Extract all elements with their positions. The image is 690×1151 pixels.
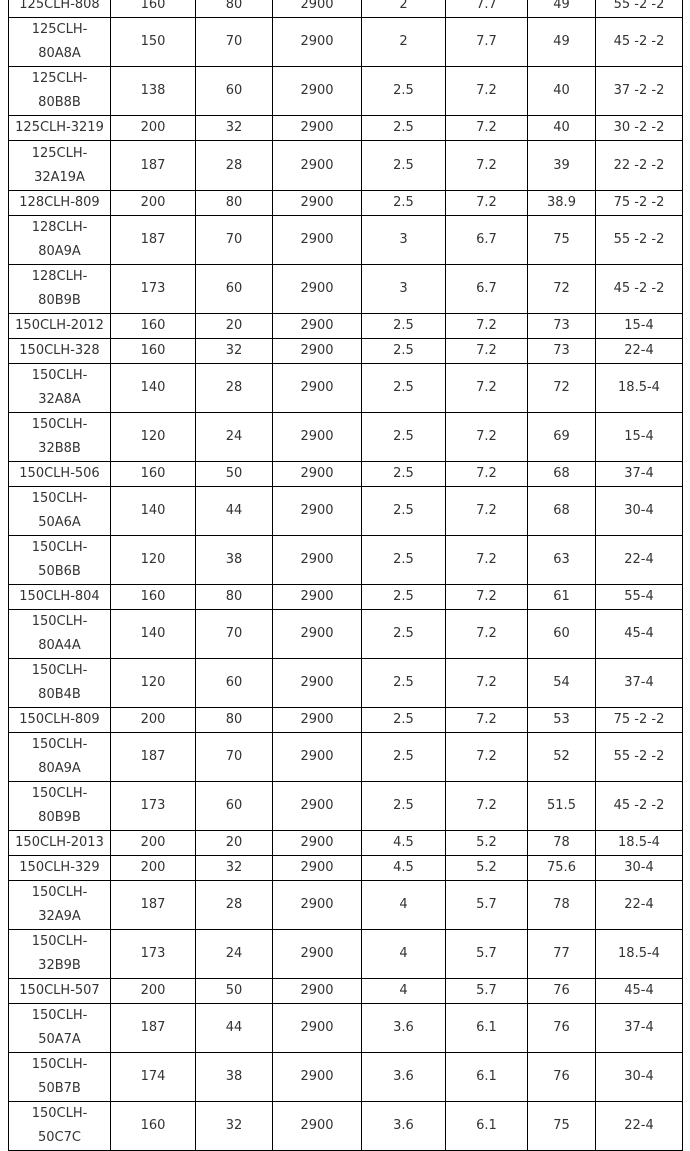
- cell-efficiency: 72: [528, 364, 596, 413]
- cell-power: 30-4: [596, 1053, 683, 1102]
- cell-head: 60: [196, 659, 273, 708]
- cell-head: 38: [196, 1053, 273, 1102]
- cell-head: 32: [196, 339, 273, 364]
- cell-power: 75 -2 -2: [596, 708, 683, 733]
- cell-power: 22-4: [596, 536, 683, 585]
- table-row: [9, 536, 683, 585]
- cell-model: 150CLH-809: [9, 708, 111, 733]
- table-row: [9, 1004, 683, 1053]
- cell-power: 45-4: [596, 610, 683, 659]
- cell-npsh: 3.6: [362, 1004, 446, 1053]
- cell-power: 37 -2 -2: [596, 67, 683, 116]
- cell-flow: 138: [111, 67, 196, 116]
- cell-model: 150CLH-50C7C: [9, 1102, 111, 1151]
- table-row: [9, 487, 683, 536]
- cell-npsh: 2.5: [362, 67, 446, 116]
- cell-model: 150CLH-804: [9, 585, 111, 610]
- cell-speed: 2900: [273, 265, 362, 314]
- cell-col6: 7.2: [446, 487, 528, 536]
- cell-efficiency: 69: [528, 413, 596, 462]
- cell-efficiency: 51.5: [528, 782, 596, 831]
- cell-efficiency: 49: [528, 0, 596, 18]
- cell-col6: 7.2: [446, 339, 528, 364]
- cell-flow: 120: [111, 413, 196, 462]
- cell-head: 44: [196, 487, 273, 536]
- cell-power: 55-4: [596, 585, 683, 610]
- cell-model: 150CLH-328: [9, 339, 111, 364]
- cell-col6: 7.2: [446, 462, 528, 487]
- cell-flow: 200: [111, 856, 196, 881]
- cell-head: 20: [196, 831, 273, 856]
- table-row: [9, 67, 683, 116]
- cell-flow: 187: [111, 1004, 196, 1053]
- cell-power: 15-4: [596, 413, 683, 462]
- cell-col6: 5.7: [446, 881, 528, 930]
- cell-power: 30-4: [596, 856, 683, 881]
- cell-npsh: 2.5: [362, 191, 446, 216]
- cell-head: 28: [196, 881, 273, 930]
- cell-flow: 187: [111, 881, 196, 930]
- cell-head: 80: [196, 191, 273, 216]
- cell-speed: 2900: [273, 339, 362, 364]
- cell-head: 50: [196, 462, 273, 487]
- cell-head: 50: [196, 979, 273, 1004]
- cell-flow: 174: [111, 1053, 196, 1102]
- cell-col6: 7.2: [446, 782, 528, 831]
- cell-flow: 160: [111, 339, 196, 364]
- cell-col6: 7.2: [446, 116, 528, 141]
- cell-power: 37-4: [596, 659, 683, 708]
- cell-efficiency: 73: [528, 339, 596, 364]
- cell-head: 32: [196, 1102, 273, 1151]
- cell-efficiency: 60: [528, 610, 596, 659]
- table-row: [9, 782, 683, 831]
- cell-speed: 2900: [273, 856, 362, 881]
- cell-head: 20: [196, 314, 273, 339]
- table-row: [9, 979, 683, 1004]
- cell-head: 28: [196, 364, 273, 413]
- table-row: [9, 18, 683, 67]
- table-row: [9, 1053, 683, 1102]
- cell-col6: 5.7: [446, 979, 528, 1004]
- cell-efficiency: 53: [528, 708, 596, 733]
- cell-power: 18.5-4: [596, 930, 683, 979]
- cell-efficiency: 63: [528, 536, 596, 585]
- cell-efficiency: 52: [528, 733, 596, 782]
- cell-model: 150CLH-329: [9, 856, 111, 881]
- table-row: [9, 364, 683, 413]
- cell-model: 128CLH-809: [9, 191, 111, 216]
- cell-model: 150CLH-2012: [9, 314, 111, 339]
- cell-flow: 160: [111, 0, 196, 18]
- cell-model: 125CLH- 32A19A: [9, 141, 111, 191]
- cell-model: 150CLH-50B6B: [9, 536, 111, 585]
- cell-model: 128CLH-80A9A: [9, 216, 111, 265]
- cell-col6: 7.2: [446, 536, 528, 585]
- cell-npsh: 2.5: [362, 659, 446, 708]
- cell-speed: 2900: [273, 536, 362, 585]
- cell-npsh: 3: [362, 265, 446, 314]
- cell-model: 150CLH-80B9B: [9, 782, 111, 831]
- cell-efficiency: 68: [528, 462, 596, 487]
- cell-model: 150CLH-507: [9, 979, 111, 1004]
- cell-model: 150CLH-506: [9, 462, 111, 487]
- cell-flow: 173: [111, 265, 196, 314]
- cell-model: 150CLH-32A8A: [9, 364, 111, 413]
- cell-npsh: 2.5: [362, 462, 446, 487]
- table-row: [9, 881, 683, 930]
- cell-flow: 200: [111, 708, 196, 733]
- cell-flow: 160: [111, 314, 196, 339]
- cell-power: 45 -2 -2: [596, 782, 683, 831]
- cell-col6: 7.2: [446, 708, 528, 733]
- cell-flow: 120: [111, 536, 196, 585]
- cell-efficiency: 61: [528, 585, 596, 610]
- cell-col6: 7.2: [446, 413, 528, 462]
- cell-head: 80: [196, 708, 273, 733]
- cell-power: 18.5-4: [596, 364, 683, 413]
- cell-npsh: 2.5: [362, 116, 446, 141]
- cell-npsh: 2.5: [362, 141, 446, 191]
- cell-flow: 140: [111, 364, 196, 413]
- cell-col6: 6.7: [446, 216, 528, 265]
- pump-spec-table: [8, 0, 683, 1151]
- cell-npsh: 2.5: [362, 314, 446, 339]
- table-row: [9, 831, 683, 856]
- cell-speed: 2900: [273, 216, 362, 265]
- cell-speed: 2900: [273, 67, 362, 116]
- cell-speed: 2900: [273, 314, 362, 339]
- cell-efficiency: 76: [528, 1004, 596, 1053]
- cell-col6: 5.7: [446, 930, 528, 979]
- cell-speed: 2900: [273, 364, 362, 413]
- cell-power: 22-4: [596, 881, 683, 930]
- cell-head: 24: [196, 413, 273, 462]
- cell-power: 45 -2 -2: [596, 265, 683, 314]
- cell-speed: 2900: [273, 930, 362, 979]
- cell-efficiency: 73: [528, 314, 596, 339]
- table-row: [9, 413, 683, 462]
- cell-model: 150CLH-80B4B: [9, 659, 111, 708]
- cell-flow: 200: [111, 116, 196, 141]
- cell-efficiency: 75: [528, 1102, 596, 1151]
- table-row: [9, 314, 683, 339]
- cell-efficiency: 75: [528, 216, 596, 265]
- cell-flow: 160: [111, 462, 196, 487]
- cell-model: 125CLH-80A8A: [9, 18, 111, 67]
- cell-speed: 2900: [273, 831, 362, 856]
- cell-speed: 2900: [273, 733, 362, 782]
- cell-efficiency: 54: [528, 659, 596, 708]
- cell-power: 22 -2 -2: [596, 141, 683, 191]
- cell-speed: 2900: [273, 413, 362, 462]
- table-row: [9, 930, 683, 979]
- cell-head: 70: [196, 18, 273, 67]
- cell-npsh: 2.5: [362, 733, 446, 782]
- cell-head: 60: [196, 265, 273, 314]
- cell-model: 125CLH-808: [9, 0, 111, 18]
- cell-npsh: 2.5: [362, 610, 446, 659]
- cell-npsh: 2: [362, 0, 446, 18]
- cell-flow: 200: [111, 831, 196, 856]
- cell-power: 22-4: [596, 1102, 683, 1151]
- cell-speed: 2900: [273, 191, 362, 216]
- cell-head: 70: [196, 610, 273, 659]
- cell-flow: 187: [111, 733, 196, 782]
- cell-col6: 7.2: [446, 610, 528, 659]
- cell-flow: 173: [111, 782, 196, 831]
- cell-head: 32: [196, 856, 273, 881]
- cell-head: 24: [196, 930, 273, 979]
- cell-power: 55 -2 -2: [596, 733, 683, 782]
- cell-efficiency: 40: [528, 116, 596, 141]
- cell-npsh: 4: [362, 881, 446, 930]
- cell-power: 75 -2 -2: [596, 191, 683, 216]
- cell-efficiency: 78: [528, 831, 596, 856]
- cell-model: 150CLH-50A7A: [9, 1004, 111, 1053]
- cell-efficiency: 39: [528, 141, 596, 191]
- cell-speed: 2900: [273, 141, 362, 191]
- table-row: [9, 141, 683, 191]
- cell-model: 150CLH-80A4A: [9, 610, 111, 659]
- cell-efficiency: 76: [528, 1053, 596, 1102]
- cell-npsh: 2.5: [362, 413, 446, 462]
- cell-npsh: 4: [362, 930, 446, 979]
- table-row: [9, 733, 683, 782]
- cell-model: 150CLH-32B8B: [9, 413, 111, 462]
- cell-head: 38: [196, 536, 273, 585]
- cell-efficiency: 72: [528, 265, 596, 314]
- cell-flow: 187: [111, 141, 196, 191]
- cell-col6: 6.1: [446, 1053, 528, 1102]
- cell-power: 37-4: [596, 1004, 683, 1053]
- cell-power: 18.5-4: [596, 831, 683, 856]
- table-row: [9, 216, 683, 265]
- table-row: [9, 659, 683, 708]
- cell-speed: 2900: [273, 610, 362, 659]
- cell-speed: 2900: [273, 585, 362, 610]
- cell-col6: 7.2: [446, 191, 528, 216]
- cell-head: 70: [196, 733, 273, 782]
- cell-col6: 6.7: [446, 265, 528, 314]
- cell-efficiency: 75.6: [528, 856, 596, 881]
- table-row: [9, 265, 683, 314]
- cell-power: 30 -2 -2: [596, 116, 683, 141]
- cell-head: 80: [196, 0, 273, 18]
- cell-speed: 2900: [273, 1053, 362, 1102]
- cell-col6: 5.2: [446, 831, 528, 856]
- cell-speed: 2900: [273, 462, 362, 487]
- cell-npsh: 2.5: [362, 585, 446, 610]
- cell-speed: 2900: [273, 1004, 362, 1053]
- cell-flow: 187: [111, 216, 196, 265]
- cell-npsh: 2.5: [362, 782, 446, 831]
- cell-head: 32: [196, 116, 273, 141]
- cell-efficiency: 38.9: [528, 191, 596, 216]
- cell-flow: 160: [111, 585, 196, 610]
- cell-speed: 2900: [273, 487, 362, 536]
- cell-speed: 2900: [273, 659, 362, 708]
- cell-col6: 7.7: [446, 0, 528, 18]
- table-body: [9, 0, 683, 1151]
- cell-col6: 7.2: [446, 659, 528, 708]
- cell-power: 55 -2 -2: [596, 0, 683, 18]
- cell-npsh: 4.5: [362, 856, 446, 881]
- cell-flow: 120: [111, 659, 196, 708]
- cell-head: 28: [196, 141, 273, 191]
- cell-npsh: 2.5: [362, 364, 446, 413]
- cell-speed: 2900: [273, 116, 362, 141]
- cell-efficiency: 68: [528, 487, 596, 536]
- cell-col6: 7.2: [446, 67, 528, 116]
- cell-col6: 7.2: [446, 733, 528, 782]
- cell-speed: 2900: [273, 18, 362, 67]
- cell-npsh: 4.5: [362, 831, 446, 856]
- cell-flow: 200: [111, 979, 196, 1004]
- spec-table-container: [8, 0, 683, 1151]
- table-row: [9, 191, 683, 216]
- cell-npsh: 4: [362, 979, 446, 1004]
- cell-head: 80: [196, 585, 273, 610]
- table-row: [9, 708, 683, 733]
- table-row: [9, 339, 683, 364]
- cell-model: 150CLH-50A6A: [9, 487, 111, 536]
- cell-speed: 2900: [273, 0, 362, 18]
- cell-flow: 150: [111, 18, 196, 67]
- cell-npsh: 3.6: [362, 1053, 446, 1102]
- table-row: [9, 462, 683, 487]
- cell-speed: 2900: [273, 1102, 362, 1151]
- cell-speed: 2900: [273, 881, 362, 930]
- cell-npsh: 3.6: [362, 1102, 446, 1151]
- table-row: [9, 1102, 683, 1151]
- cell-npsh: 2.5: [362, 536, 446, 585]
- cell-flow: 173: [111, 930, 196, 979]
- cell-head: 60: [196, 782, 273, 831]
- cell-power: 37-4: [596, 462, 683, 487]
- table-row: [9, 610, 683, 659]
- cell-speed: 2900: [273, 708, 362, 733]
- cell-efficiency: 40: [528, 67, 596, 116]
- table-row: [9, 585, 683, 610]
- cell-col6: 7.2: [446, 314, 528, 339]
- cell-flow: 140: [111, 487, 196, 536]
- cell-head: 60: [196, 67, 273, 116]
- cell-col6: 5.2: [446, 856, 528, 881]
- cell-col6: 7.2: [446, 364, 528, 413]
- cell-npsh: 2: [362, 18, 446, 67]
- cell-efficiency: 76: [528, 979, 596, 1004]
- cell-head: 70: [196, 216, 273, 265]
- cell-efficiency: 77: [528, 930, 596, 979]
- cell-npsh: 2.5: [362, 339, 446, 364]
- cell-npsh: 2.5: [362, 487, 446, 536]
- cell-power: 55 -2 -2: [596, 216, 683, 265]
- cell-model: 150CLH-80A9A: [9, 733, 111, 782]
- cell-speed: 2900: [273, 979, 362, 1004]
- cell-col6: 7.7: [446, 18, 528, 67]
- cell-flow: 140: [111, 610, 196, 659]
- cell-power: 45-4: [596, 979, 683, 1004]
- cell-col6: 7.2: [446, 585, 528, 610]
- cell-speed: 2900: [273, 782, 362, 831]
- cell-model: 125CLH-3219: [9, 116, 111, 141]
- cell-head: 44: [196, 1004, 273, 1053]
- table-row: [9, 856, 683, 881]
- cell-model: 128CLH-80B9B: [9, 265, 111, 314]
- cell-model: 150CLH-32A9A: [9, 881, 111, 930]
- cell-model: 125CLH-80B8B: [9, 67, 111, 116]
- cell-col6: 7.2: [446, 141, 528, 191]
- cell-npsh: 2.5: [362, 708, 446, 733]
- cell-power: 30-4: [596, 487, 683, 536]
- table-row: [9, 0, 683, 18]
- table-row: [9, 116, 683, 141]
- cell-efficiency: 78: [528, 881, 596, 930]
- cell-model: 150CLH-2013: [9, 831, 111, 856]
- cell-efficiency: 49: [528, 18, 596, 67]
- cell-npsh: 3: [362, 216, 446, 265]
- cell-power: 22-4: [596, 339, 683, 364]
- cell-flow: 200: [111, 191, 196, 216]
- cell-col6: 6.1: [446, 1102, 528, 1151]
- cell-model: 150CLH-50B7B: [9, 1053, 111, 1102]
- cell-power: 45 -2 -2: [596, 18, 683, 67]
- cell-model: 150CLH-32B9B: [9, 930, 111, 979]
- cell-power: 15-4: [596, 314, 683, 339]
- cell-flow: 160: [111, 1102, 196, 1151]
- cell-col6: 6.1: [446, 1004, 528, 1053]
